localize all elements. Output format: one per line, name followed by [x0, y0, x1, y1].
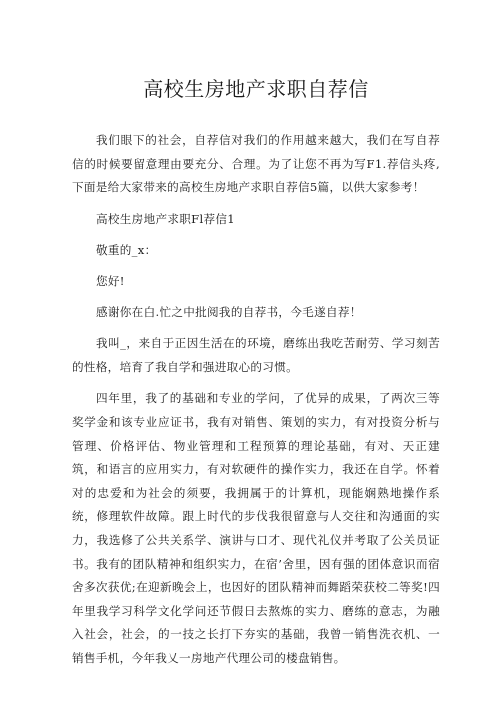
self-intro-paragraph: 我叫_，来自于正因生活在的环境，磨练出我吃苦耐劳、学习刻苦的性格，培育了我自学和强进取心的习惯。 [72, 336, 440, 374]
experience-paragraph: 四年里，我了的基础和专业的学问，了优异的成果，了两次三等奖学金和该专业应证书，我有对销售、策划的实力，有对投资分析与管理、价格评估、物业管理和工程预算的理论基础，有对、天正建筑，和语言的应用实力，有对软硬件的操作实力，我还在自学。怀着对的忠爱和为社会的须要，我拥属于的计算机，现能娴熟地操作系统，修理软件故障。跟上时代的步伐我很留意与人交往和沟通面的实力，我选修了公共关系学、演讲与口才、现代礼仪并考取了公关员证书。我有的团队精神和组织实力，在宿’舍里，因有强的团体意识而宿舍多次获优;在迎新晚会上，也因好的团队精神而舞蹈荣获校二等奖!四年里我学习科学文化学问还节假日去熬炼的实力、磨练的意志，为融入社会，社会，的一技之长打下夯实的基础，我曾一销售洗衣机、一销售手机，今年我乂一房地产代理公司的楼盘销售。 [72, 391, 440, 665]
intro-paragraph: 我们眼下的社会，自荐信对我们的作用越来越大，我们在写自荐信的时候要留意理由要充分、合理。为了让您不再为写F1.荐信头疼,下面是给大家带来的高校生房地产求职自荐信5篇，以供大家参考！ [72, 133, 440, 195]
letter-heading: 高校生房地产求职Fl荐信1 [96, 211, 235, 226]
salutation: 敬重的_x： [96, 242, 157, 257]
document-title: 高校生房地产求职自荐信 [143, 77, 369, 101]
greeting: 您好! [96, 273, 125, 288]
thanks-line: 感谢你在白.忙之中批阅我的自荐书，今毛遂自荐！ [96, 305, 362, 320]
